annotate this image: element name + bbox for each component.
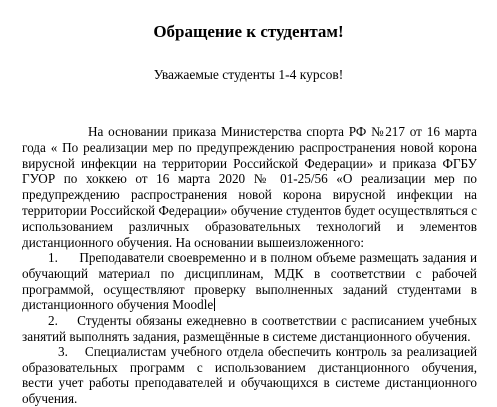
list-item-line: занятий выполнять задания, размещённые в системе дистанционного обучения. xyxy=(22,328,471,344)
list-item-line: обучения. xyxy=(22,391,78,407)
text-cursor xyxy=(214,298,215,311)
paragraph-line: вирусной инфекции на территории Российской Федерации» и приказа ФГБУ xyxy=(22,155,477,171)
list-item-line: обучающий материал по дисциплинам, МДК в соответствии с рабочей xyxy=(22,265,477,281)
greeting-line: Уважаемые студенты 1-4 курсов! xyxy=(153,67,344,82)
paragraph-line: предупреждению распространения новой корона вирусной инфекции на xyxy=(22,187,477,203)
list-item-3 xyxy=(22,328,477,407)
list-item-number: 1. xyxy=(48,250,58,265)
list-item-line: программой, осуществляют проверку выполненных заданий студентами в xyxy=(22,281,477,297)
list-item-text: Преподаватели своевременно и в полном объеме размещать задания и xyxy=(79,250,477,265)
list-item-text: Студенты обязаны ежедневно в соответствии с расписанием учебных xyxy=(77,313,477,328)
list-item-number: 3. xyxy=(58,343,68,359)
list-item-line: образовательных программ с использованием дистанционного обучения, xyxy=(22,359,477,375)
list-item-line: вести учет работы преподавателей и обучающихся в системе дистанционного xyxy=(22,375,477,391)
document-title: Обращение к студентам! xyxy=(153,22,344,41)
paragraph-line: территории Российской Федерации» обучение студентов будет осуществляться с xyxy=(22,202,477,218)
list-item-1 xyxy=(22,250,477,313)
paragraph-line: года « По реализации мер по предупреждению распространения новой корона xyxy=(22,139,477,155)
paragraph-line: На основании приказа Министерства спорта РФ №217 от 16 марта xyxy=(88,124,477,139)
paragraph-line: использованием различных образовательных технологий и элементов xyxy=(22,218,477,234)
intro-paragraph xyxy=(22,124,477,250)
list-item-text: Специалистам учебного отдела обеспечить контроль за реализацией xyxy=(84,343,477,359)
list-item-number: 2. xyxy=(48,313,58,328)
paragraph-line: дистанционного обучения. На основании вышеизложенного: xyxy=(22,234,365,250)
paragraph-line: ГУОР по хоккею от 16 марта 2020 № 01-25/56 «О реализации мер по xyxy=(22,171,477,187)
list-item-line: дистанционного обучения Moodle xyxy=(22,297,214,313)
